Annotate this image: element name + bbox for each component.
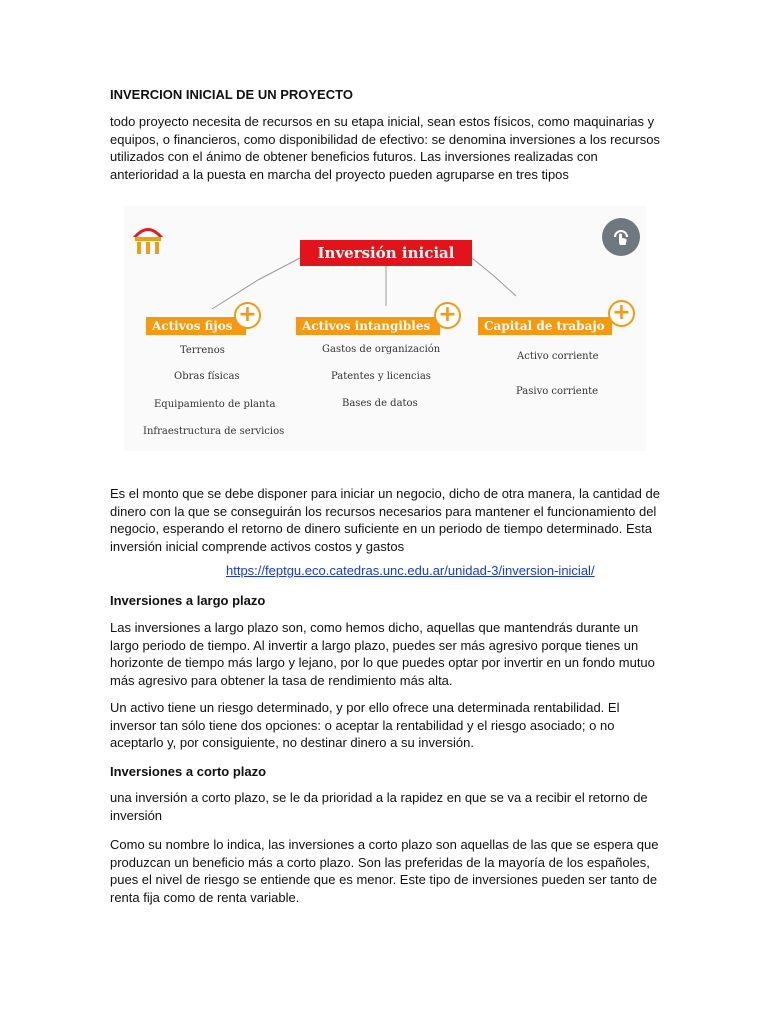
long-term-paragraph-1: Las inversiones a largo plazo son, como hemos dicho, aquellas que mantendrás durante un largo periodo de tiempo. Al invertir a largo plazo, puedes ser más agresivo porque tienes un horizonte de tiempo más largo y lejano, por lo que puedes optar por invertir en un fondo mutuo más agresivo para obtener la tasa de rendimiento más alta.: [110, 620, 655, 688]
category-activos-intangibles: Activos intangibles: [296, 317, 440, 335]
list-item: Gastos de organización: [322, 344, 441, 355]
investment-diagram: [124, 206, 646, 451]
section-heading-corto-plazo: Inversiones a corto plazo: [110, 764, 267, 779]
section-heading-largo-plazo: Inversiones a largo plazo: [110, 593, 266, 608]
list-item: Terrenos: [180, 345, 225, 356]
list-item: Infraestructura de servicios: [143, 426, 285, 437]
list-item: Obras físicas: [174, 371, 240, 382]
plus-circle-icon[interactable]: +: [608, 300, 635, 327]
list-item: Activo corriente: [517, 351, 599, 362]
category-activos-fijos: Activos fijos: [146, 317, 246, 335]
long-term-paragraph-2: Un activo tiene un riesgo determinado, y por ello ofrece una determinada rentabilidad. El inversor tan sólo tiene dos opciones: o aceptar la rentabilidad y el riesgo asociado; o no aceptarlo y, por consiguiente, no destinar dinero a su inversión.: [110, 700, 620, 750]
main-node-inversion-inicial: Inversión inicial: [300, 240, 472, 266]
source-link[interactable]: https://feptgu.eco.catedras.unc.edu.ar/unidad-3/inversion-inicial/: [226, 563, 595, 578]
list-item: Patentes y licencias: [331, 371, 431, 382]
list-item: Equipamiento de planta: [154, 399, 276, 410]
intro-paragraph: todo proyecto necesita de recursos en su etapa inicial, sean estos físicos, como maquinarias y equipos, o financieros, como disponibilidad de efectivo: se denomina inversiones a los recursos utilizados con el ánimo de obtener beneficios futuros. Las inversiones realizadas con anterioridad a la puesta en marcha del proyecto pueden agruparse en tres tipos: [110, 114, 660, 182]
definition-paragraph: Es el monto que se debe disponer para iniciar un negocio, dicho de otra manera, la cantidad de dinero con la que se conseguirán los recursos necesarios para mantener el funcionamiento del negocio, esperando el retorno de dinero suficiente en un periodo de tiempo determinado. Esta inversión inicial comprende activos costos y gastos: [110, 486, 660, 554]
list-item: Bases de datos: [342, 398, 418, 409]
category-capital-de-trabajo: Capital de trabajo: [478, 317, 612, 335]
plus-circle-icon[interactable]: +: [234, 302, 261, 329]
page-title: INVERCION INICIAL DE UN PROYECTO: [110, 87, 353, 102]
short-term-paragraph-2: Como su nombre lo indica, las inversiones a corto plazo son aquellas de las que se espera que produzcan un beneficio más a corto plazo. Son las preferidas de la mayoría de los españoles, pues el nivel de riesgo se entiende que es menor. Este tipo de inversiones pueden ser tanto de renta fija como de renta variable.: [110, 837, 659, 905]
list-item: Pasivo corriente: [516, 386, 599, 397]
plus-circle-icon[interactable]: +: [434, 302, 461, 329]
short-term-paragraph-1: una inversión a corto plazo, se le da prioridad a la rapidez en que se va a recibir el retorno de inversión: [110, 790, 648, 823]
